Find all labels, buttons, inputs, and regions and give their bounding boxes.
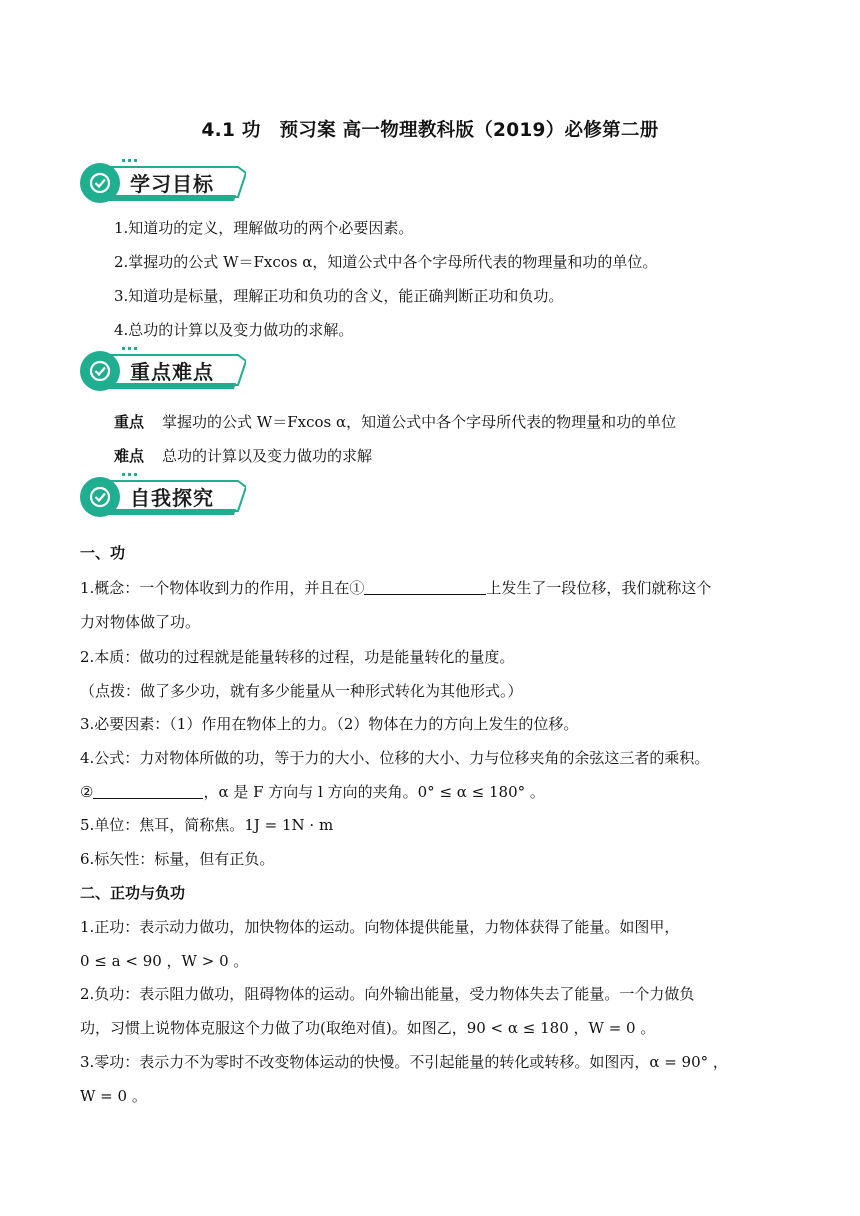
goal-item: 4.总功的计算以及变力做功的求解。 (114, 321, 354, 339)
answer-blank-1[interactable] (364, 580, 486, 595)
paragraph-line: 力对物体做了功。 (80, 613, 201, 631)
difficulty-text: 总功的计算以及变力做功的求解 (162, 447, 373, 465)
section-header-explore (78, 469, 246, 525)
section-title: 自我探究 (130, 486, 214, 510)
section-header-goals (78, 155, 246, 211)
paragraph-line: 功，习惯上说物体克服这个力做了功(取绝对值)。如图乙，90 < α ≤ 180 ，W = 0 。 (80, 1019, 656, 1037)
difficulty-row (114, 446, 784, 466)
key-point-row (114, 412, 784, 432)
paragraph-line: 1.正功：表示动力做功，加快物体的运动。向物体提供能量，力物体获得了能量。如图甲， (80, 918, 680, 936)
paragraph-line: 4.公式：力对物体所做的功，等于力的大小、位移的大小、力与位移夹角的余弦这三者的乘积。 (80, 749, 710, 767)
goal-item: 1.知道功的定义，理解做功的两个必要因素。 (114, 219, 414, 237)
paragraph-line: 5.单位：焦耳，简称焦。1J = 1N · m (80, 816, 334, 834)
key-text: 掌握功的公式 W＝Fxcos α，知道公式中各个字母所代表的物理量和功的单位 (162, 413, 677, 431)
paragraph-line: 3.必要因素：（1）作用在物体上的力。（2）物体在力的方向上发生的位移。 (80, 715, 579, 733)
paragraph-line (80, 782, 784, 802)
heading-positive-negative-work: 二、正功与负功 (80, 884, 186, 902)
paragraph-line (80, 578, 784, 598)
answer-blank-2[interactable] (93, 784, 203, 799)
section-title: 学习目标 (130, 172, 214, 196)
difficulty-label: 难点 (114, 447, 145, 465)
paragraph-line: W = 0 。 (80, 1087, 147, 1105)
text: 上发生了一段位移，我们就称这个 (486, 579, 712, 597)
paragraph-line: （点拨：做了多少功，就有多少能量从一种形式转化为其他形式。） (80, 682, 523, 700)
paragraph-line: 3.零功：表示力不为零时不改变物体运动的快慢。不引起能量的转化或转移。如图丙，α = 90° ， (80, 1053, 728, 1071)
heading-work: 一、功 (80, 544, 126, 562)
page-title: 4.1 功 预习案 高一物理教科版（2019）必修第二册 (201, 120, 659, 141)
section-title: 重点难点 (130, 360, 214, 384)
paragraph-line: 6.标矢性：标量，但有正负。 (80, 850, 275, 868)
key-label: 重点 (114, 413, 145, 431)
section-header-key (78, 343, 246, 399)
paragraph-line: 2.负功：表示阻力做功，阻碍物体的运动。向外输出能量，受力物体失去了能量。一个力做负 (80, 985, 695, 1003)
paragraph-line: 2.本质：做功的过程就是能量转移的过程，功是能量转化的量度。 (80, 648, 515, 666)
text: ，α 是 F 方向与 l 方向的夹角。0° ≤ α ≤ 180° 。 (203, 783, 545, 801)
paragraph-line: 0 ≤ a < 90 ，W > 0 。 (80, 952, 249, 970)
text: 1.概念：一个物体收到力的作用，并且在① (80, 579, 365, 597)
goal-item: 2.掌握功的公式 W＝Fxcos α，知道公式中各个字母所代表的物理量和功的单位。 (114, 253, 658, 271)
goal-item: 3.知道功是标量，理解正功和负功的含义，能正确判断正功和负功。 (114, 287, 564, 305)
text: ② (80, 783, 94, 801)
